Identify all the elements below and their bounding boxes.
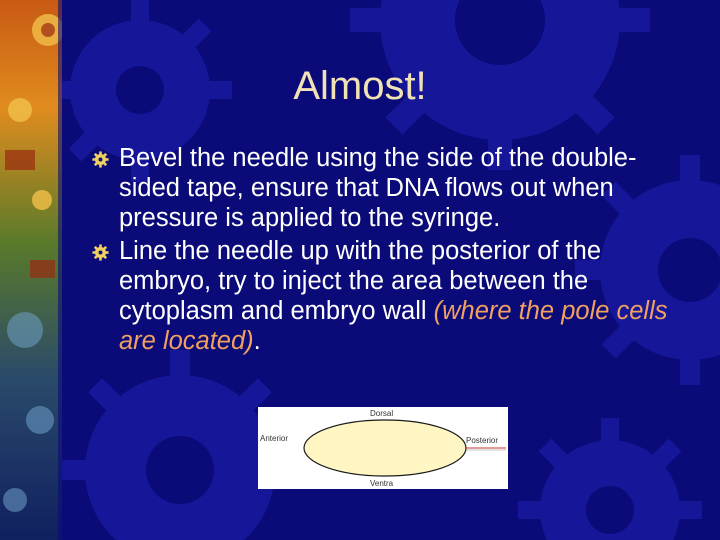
slide-title: Almost! bbox=[293, 64, 427, 108]
label-posterior: Posterior bbox=[466, 436, 499, 445]
label-ventral: Ventra bbox=[370, 479, 394, 488]
bullet-text-end: . bbox=[253, 327, 261, 355]
gear-bullet-icon bbox=[92, 244, 109, 261]
label-anterior: Anterior bbox=[260, 434, 289, 443]
gear-bullet-icon bbox=[92, 151, 109, 168]
embryo-diagram-svg bbox=[258, 407, 508, 489]
pole-cells-highlight: (where the pole cells are located) bbox=[119, 297, 668, 355]
embryo-diagram bbox=[258, 407, 508, 489]
bullet-text: Line the needle up with the posterior of the embryo, try to inject the area between the cytoplasm and embryo wall bbox=[119, 237, 601, 325]
label-dorsal: Dorsal bbox=[370, 409, 394, 418]
bullet-list bbox=[92, 143, 692, 359]
bullet-item bbox=[92, 236, 692, 356]
embryo-outline bbox=[304, 420, 466, 476]
bullet-text: Bevel the needle using the side of the double-sided tape, ensure that DNA flows out when pressure is applied to the syringe. bbox=[119, 144, 637, 232]
bullet-item bbox=[92, 143, 692, 233]
